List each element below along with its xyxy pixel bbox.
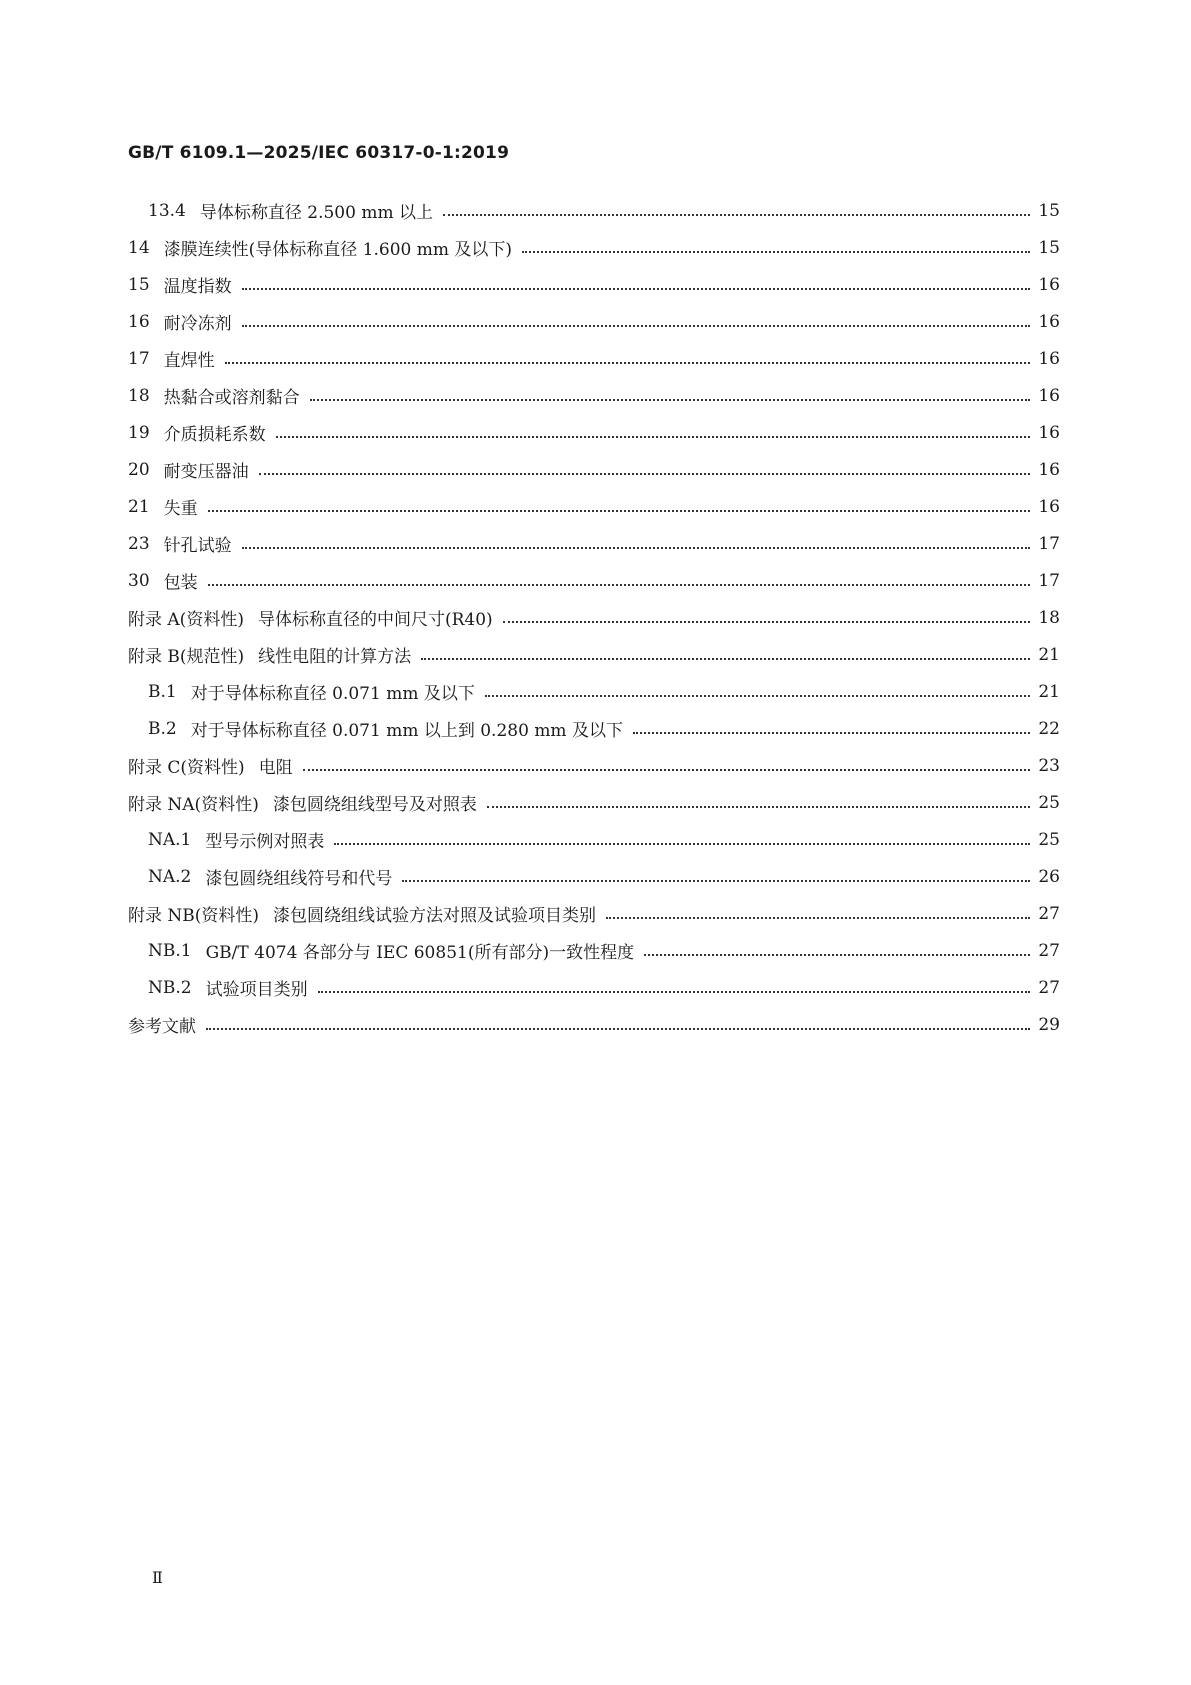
toc-entry-title: 对于导体标称直径 0.071 mm 及以下 [190, 684, 475, 704]
toc-entry-title: 参考文献 [128, 1017, 196, 1037]
toc-entry[interactable] [128, 969, 1060, 1006]
toc-entry-page: 17 [1038, 570, 1060, 591]
toc-entry-title: 漆包圆绕组线符号和代号 [205, 869, 393, 889]
toc-entry-page: 16 [1038, 459, 1060, 480]
toc-entry-number: 15 [128, 274, 150, 295]
toc-dot-leader [242, 325, 1030, 327]
toc-dot-leader [522, 251, 1030, 253]
toc-entry-page: 27 [1038, 977, 1060, 998]
toc-entry-number: 17 [128, 348, 150, 369]
toc-entry-title: 耐变压器油 [163, 462, 249, 482]
toc-entry-page: 16 [1038, 274, 1060, 295]
toc-entry-page: 15 [1038, 200, 1060, 221]
toc-entry-title: 型号示例对照表 [205, 832, 325, 852]
toc-entry-number: NB.1 [148, 940, 192, 961]
toc-dot-leader [225, 362, 1030, 364]
toc-entry[interactable] [128, 303, 1060, 340]
toc-entry[interactable] [128, 562, 1060, 599]
toc-entry[interactable] [128, 673, 1060, 710]
toc-entry-title: 电阻 [258, 758, 293, 778]
toc-entry-page: 25 [1038, 792, 1060, 813]
toc-entry-number: 附录 NA(资料性) [128, 795, 259, 815]
toc-entry-number: 13.4 [148, 200, 186, 221]
toc-entry-number: 16 [128, 311, 150, 332]
toc-entry[interactable] [128, 710, 1060, 747]
toc-entry-page: 21 [1038, 644, 1060, 665]
toc-entry[interactable] [128, 636, 1060, 673]
toc-dot-leader [633, 732, 1030, 734]
toc-entry-page: 16 [1038, 385, 1060, 406]
toc-entry-page: 16 [1038, 348, 1060, 369]
toc-entry-number: 附录 C(资料性) [128, 758, 245, 778]
toc-entry[interactable] [128, 377, 1060, 414]
toc-entry-title: 温度指数 [163, 277, 232, 297]
toc-dot-leader [318, 991, 1030, 993]
toc-entry-title: 针孔试验 [163, 536, 232, 556]
toc-dot-leader [303, 769, 1030, 771]
toc-entry[interactable] [128, 599, 1060, 636]
toc-entry[interactable] [128, 525, 1060, 562]
toc-entry[interactable] [128, 266, 1060, 303]
toc-entry[interactable] [128, 858, 1060, 895]
toc-entry[interactable] [128, 488, 1060, 525]
toc-entry-page: 16 [1038, 496, 1060, 517]
toc-dot-leader [606, 917, 1030, 919]
toc-dot-leader [208, 510, 1030, 512]
toc-entry-title: 导体标称直径 2.500 mm 以上 [199, 203, 433, 223]
toc-entry-page: 18 [1038, 607, 1060, 628]
toc-entry-number: 附录 NB(资料性) [128, 906, 260, 926]
toc-entry-title: 热黏合或溶剂黏合 [163, 388, 300, 408]
toc-dot-leader [443, 214, 1030, 216]
toc-entry-page: 27 [1038, 940, 1060, 961]
toc-entry-page: 15 [1038, 237, 1060, 258]
toc-entry-title: 失重 [163, 499, 198, 519]
toc-entry-number: 附录 A(资料性) [128, 610, 244, 630]
toc-entry-title: 包装 [163, 573, 198, 593]
toc-dot-leader [276, 436, 1030, 438]
toc-dot-leader [259, 473, 1030, 475]
toc-entry-title: 直焊性 [163, 351, 215, 371]
toc-entry-page: 21 [1038, 681, 1060, 702]
toc-entry-page: 22 [1038, 718, 1060, 739]
toc-dot-leader [206, 1028, 1030, 1030]
toc-entry-title: GB/T 4074 各部分与 IEC 60851(所有部分)一致性程度 [205, 943, 635, 963]
toc-entry-page: 23 [1038, 755, 1060, 776]
toc-entry-title: 耐冷冻剂 [163, 314, 232, 334]
toc-entry[interactable] [128, 1006, 1060, 1043]
toc-entry-number: NA.2 [148, 866, 192, 887]
toc-entry[interactable] [128, 192, 1060, 229]
toc-entry[interactable] [128, 747, 1060, 784]
toc-dot-leader [310, 399, 1030, 401]
toc-entry-number: 19 [128, 422, 150, 443]
toc-entry-number: 20 [128, 459, 150, 480]
document-header: GB/T 6109.1—2025/IEC 60317-0-1:2019 [128, 143, 510, 163]
toc-dot-leader [208, 584, 1030, 586]
toc-dot-leader [485, 695, 1030, 697]
toc-entry-title: 对于导体标称直径 0.071 mm 以上到 0.280 mm 及以下 [190, 721, 623, 741]
toc-entry-number: 21 [128, 496, 150, 517]
toc-dot-leader [644, 954, 1030, 956]
toc-entry-page: 29 [1038, 1014, 1060, 1035]
toc-entry-title: 线性电阻的计算方法 [258, 647, 412, 667]
toc-entry-title: 试验项目类别 [205, 980, 308, 1000]
toc-entry-page: 16 [1038, 311, 1060, 332]
toc-entry[interactable] [128, 895, 1060, 932]
toc-entry-number: 18 [128, 385, 150, 406]
toc-dot-leader [402, 880, 1030, 882]
toc-entry-page: 17 [1038, 533, 1060, 554]
toc-dot-leader [487, 806, 1030, 808]
toc-dot-leader [242, 288, 1030, 290]
toc-entry-number: NB.2 [148, 977, 192, 998]
toc-entry[interactable] [128, 784, 1060, 821]
page-number-footer: Ⅱ [152, 1568, 163, 1587]
toc-entry-number: B.1 [148, 681, 177, 702]
toc-entry-title: 介质损耗系数 [163, 425, 266, 445]
toc-entry-page: 27 [1038, 903, 1060, 924]
table-of-contents [128, 192, 1060, 1043]
toc-dot-leader [503, 621, 1030, 623]
toc-entry-title: 漆包圆绕组线型号及对照表 [272, 795, 477, 815]
toc-dot-leader [242, 547, 1030, 549]
toc-entry-number: 14 [128, 237, 150, 258]
toc-entry-page: 26 [1038, 866, 1060, 887]
toc-entry-number: 30 [128, 570, 150, 591]
toc-entry[interactable] [128, 451, 1060, 488]
toc-entry[interactable] [128, 414, 1060, 451]
toc-entry[interactable] [128, 821, 1060, 858]
toc-entry-page: 16 [1038, 422, 1060, 443]
toc-entry-number: B.2 [148, 718, 177, 739]
toc-entry[interactable] [128, 229, 1060, 266]
toc-entry[interactable] [128, 340, 1060, 377]
toc-entry-number: 23 [128, 533, 150, 554]
toc-dot-leader [334, 843, 1030, 845]
toc-entry-number: 附录 B(规范性) [128, 647, 245, 667]
toc-dot-leader [421, 658, 1030, 660]
toc-entry-title: 漆膜连续性(导体标称直径 1.600 mm 及以下) [163, 240, 513, 260]
toc-entry-number: NA.1 [148, 829, 192, 850]
toc-entry[interactable] [128, 932, 1060, 969]
toc-entry-title: 漆包圆绕组线试验方法对照及试验项目类别 [273, 906, 597, 926]
toc-entry-title: 导体标称直径的中间尺寸(R40) [257, 610, 493, 630]
toc-entry-page: 25 [1038, 829, 1060, 850]
